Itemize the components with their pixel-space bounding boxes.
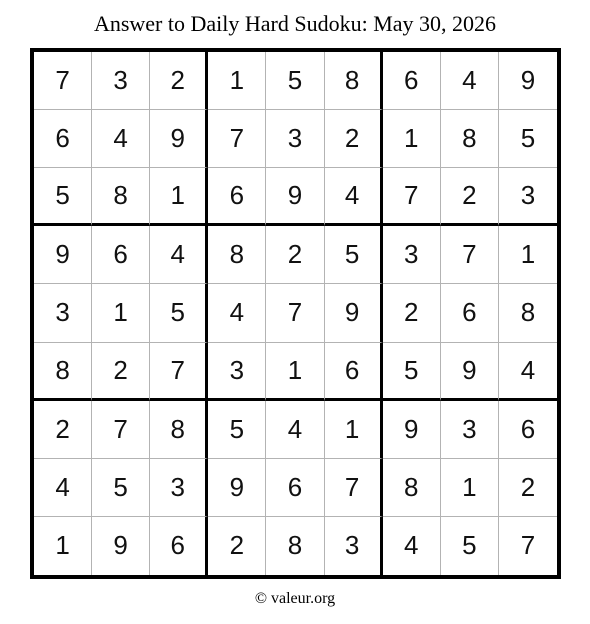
sudoku-cell-r4c6: 5 [325, 226, 383, 284]
sudoku-cell-r1c4: 1 [208, 52, 266, 110]
sudoku-cell-r9c1: 1 [34, 517, 92, 575]
sudoku-cell-r2c1: 6 [34, 110, 92, 168]
sudoku-cell-r8c2: 5 [92, 459, 150, 517]
sudoku-cell-r3c9: 3 [499, 168, 557, 226]
sudoku-cell-r8c4: 9 [208, 459, 266, 517]
sudoku-cell-r8c1: 4 [34, 459, 92, 517]
sudoku-cell-r9c5: 8 [266, 517, 324, 575]
sudoku-cell-r6c5: 1 [266, 343, 324, 401]
sudoku-cell-r4c9: 1 [499, 226, 557, 284]
sudoku-cell-r6c3: 7 [150, 343, 208, 401]
sudoku-cell-r5c9: 8 [499, 284, 557, 342]
sudoku-cell-r2c7: 1 [383, 110, 441, 168]
sudoku-cell-r1c9: 9 [499, 52, 557, 110]
sudoku-cell-r7c1: 2 [34, 401, 92, 459]
sudoku-cell-r7c2: 7 [92, 401, 150, 459]
sudoku-cell-r8c8: 1 [441, 459, 499, 517]
sudoku-cell-r4c1: 9 [34, 226, 92, 284]
sudoku-cell-r3c2: 8 [92, 168, 150, 226]
sudoku-cell-r5c6: 9 [325, 284, 383, 342]
sudoku-cell-r6c7: 5 [383, 343, 441, 401]
sudoku-cell-r2c2: 4 [92, 110, 150, 168]
sudoku-cell-r9c7: 4 [383, 517, 441, 575]
sudoku-cell-r2c3: 9 [150, 110, 208, 168]
sudoku-cell-r3c8: 2 [441, 168, 499, 226]
sudoku-cell-r4c7: 3 [383, 226, 441, 284]
sudoku-cell-r1c7: 6 [383, 52, 441, 110]
sudoku-cell-r3c4: 6 [208, 168, 266, 226]
sudoku-cell-r9c3: 6 [150, 517, 208, 575]
sudoku-board [30, 48, 561, 579]
sudoku-cell-r6c6: 6 [325, 343, 383, 401]
sudoku-cell-r1c8: 4 [441, 52, 499, 110]
sudoku-cell-r5c8: 6 [441, 284, 499, 342]
sudoku-cell-r1c2: 3 [92, 52, 150, 110]
sudoku-cell-r3c3: 1 [150, 168, 208, 226]
sudoku-cell-r2c6: 2 [325, 110, 383, 168]
sudoku-cell-r3c1: 5 [34, 168, 92, 226]
sudoku-cell-r6c8: 9 [441, 343, 499, 401]
sudoku-cell-r4c5: 2 [266, 226, 324, 284]
sudoku-cell-r3c5: 9 [266, 168, 324, 226]
sudoku-cell-r6c2: 2 [92, 343, 150, 401]
sudoku-cell-r5c2: 1 [92, 284, 150, 342]
sudoku-cell-r5c1: 3 [34, 284, 92, 342]
sudoku-cell-r5c4: 4 [208, 284, 266, 342]
sudoku-cell-r7c5: 4 [266, 401, 324, 459]
sudoku-cell-r4c2: 6 [92, 226, 150, 284]
sudoku-cell-r5c7: 2 [383, 284, 441, 342]
sudoku-cell-r5c5: 7 [266, 284, 324, 342]
sudoku-cell-r8c6: 7 [325, 459, 383, 517]
sudoku-cell-r7c3: 8 [150, 401, 208, 459]
sudoku-cell-r3c7: 7 [383, 168, 441, 226]
sudoku-cell-r6c1: 8 [34, 343, 92, 401]
sudoku-cell-r9c4: 2 [208, 517, 266, 575]
sudoku-cell-r7c7: 9 [383, 401, 441, 459]
sudoku-cell-r1c5: 5 [266, 52, 324, 110]
sudoku-cell-r7c8: 3 [441, 401, 499, 459]
sudoku-cell-r6c9: 4 [499, 343, 557, 401]
sudoku-cell-r4c8: 7 [441, 226, 499, 284]
sudoku-cell-r7c4: 5 [208, 401, 266, 459]
sudoku-cell-r2c9: 5 [499, 110, 557, 168]
sudoku-cell-r8c9: 2 [499, 459, 557, 517]
sudoku-cell-r1c1: 7 [34, 52, 92, 110]
sudoku-cell-r9c9: 7 [520, 530, 536, 561]
sudoku-cell-r1c3: 2 [150, 52, 208, 110]
sudoku-cell-r9c8: 5 [441, 517, 499, 575]
sudoku-cell-r6c4: 3 [208, 343, 266, 401]
sudoku-cell-r5c3: 5 [150, 284, 208, 342]
sudoku-cell-r7c6: 1 [325, 401, 383, 459]
sudoku-cell-r9c2: 9 [92, 517, 150, 575]
copyright-footer: © valeur.org [254, 590, 336, 607]
sudoku-cell-r4c4: 8 [208, 226, 266, 284]
sudoku-cell-r2c8: 8 [441, 110, 499, 168]
sudoku-cell-r8c7: 8 [383, 459, 441, 517]
page-title: Answer to Daily Hard Sudoku: May 30, 2026 [93, 11, 497, 36]
sudoku-cell-r2c5: 3 [266, 110, 324, 168]
sudoku-cell-r7c9: 6 [499, 401, 557, 459]
sudoku-cell-r9c6: 3 [325, 517, 383, 575]
sudoku-cell-r2c4: 7 [208, 110, 266, 168]
sudoku-cell-r3c6: 4 [325, 168, 383, 226]
sudoku-cell-r8c3: 3 [150, 459, 208, 517]
sudoku-cell-r1c6: 8 [325, 52, 383, 110]
sudoku-cell-r8c5: 6 [266, 459, 324, 517]
sudoku-cell-r4c3: 4 [150, 226, 208, 284]
